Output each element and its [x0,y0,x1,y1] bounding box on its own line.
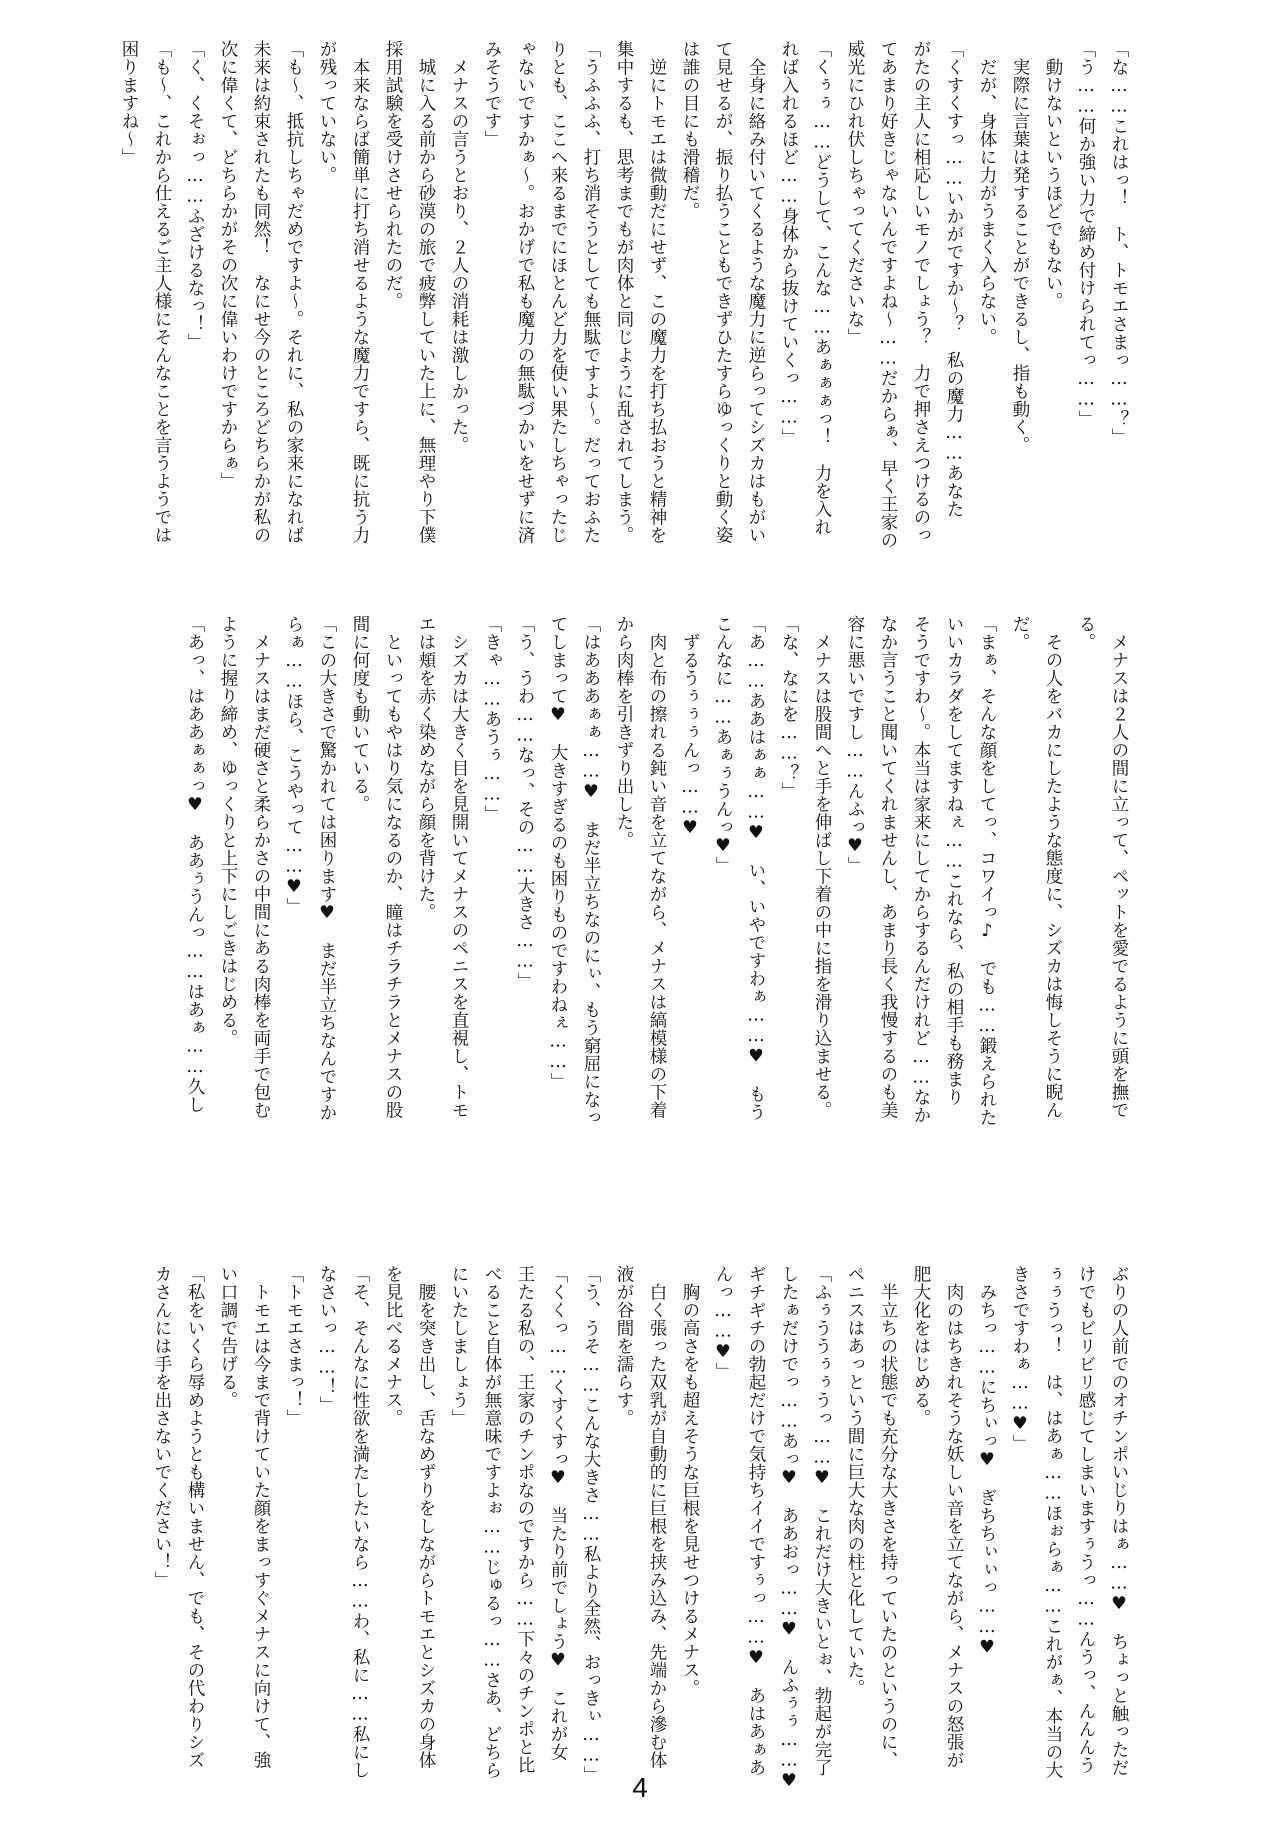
page-number: 4 [632,1772,648,1803]
text-line: カさんには手を出さないでください！」 [152,1265,172,1589]
text-line: 本来ならば簡単に打ち消せるような魔力ですら、既に抗う力 [350,40,370,544]
text-line: 次に偉くて、どちらかがその次に偉いわけですからぁ」 [218,40,238,490]
text-line: ペニスはあっという間に巨大な肉の柱と化していた。 [845,1265,865,1697]
text-line: 全身に絡み付いてくるような魔力に逆らってシズカはもがい [746,40,766,544]
text-line: りとも、ここへ来るまでにほとんど力を使い果たしちゃったじ [548,40,568,544]
text-block-top [119,40,1135,580]
text-line: 実際に言葉は発することができるし、指も動く。 [1010,40,1030,454]
text-line: てあまり好きじゃないんですよね～……だからぁ、早く王家の [878,40,898,549]
text-line: 「う、うそ……こんな大きさ……私より全然、おっきぃ……」 [581,1265,601,1784]
text-line: だ。 [1010,615,1030,651]
text-line: メナスは股間へと手を伸ばし下着の中に指を滑り込ませる。 [812,615,832,1119]
text-line: 「な……これはっ！ ト、トモエさまっ……？」 [1109,40,1129,446]
text-line: ずるうぅぅぅんっ……♥ [680,615,700,839]
text-line: こんなに……あぁぅうんっ♥」 [713,615,733,875]
text-line: てしまって♥ 大きすぎるのも困りものですわねぇ……」 [548,615,568,1091]
text-line: 「まぁ、そんな顔をしてっ、コワイっ♪ でも……鍛えられた [977,615,997,1127]
text-line: 「く、くそぉっ……ふざけるなっ！」 [185,40,205,351]
text-line: なさいっ……！」 [317,1265,337,1414]
text-line: 半立ちの状態でも充分な大きさを持っていたのというのに、 [878,1265,898,1769]
text-line: といってもやはり気になるのか、瞳はチラチラとメナスの股 [383,615,403,1119]
text-line: 採用試験を受けさせられたのだ。 [383,40,403,310]
text-line: 「トモエさまっ！」 [284,1265,304,1427]
text-line: 逆にトモエは微動だにせず、この魔力を打ち払おうと精神を [647,40,667,544]
text-line: を見比べるメナス。 [383,1265,403,1427]
text-line: 王たる私の、王家のチンポなのですから……下々のチンポと比 [515,1265,535,1774]
text-line: 胸の高さをも超えそうな巨根を見せつけるメナス。 [680,1265,700,1697]
text-line: そうですわ～。本当は家来にしてからするんだけれど……なか [911,615,931,1124]
text-line: メナスの言うとおり、２人の消耗は激しかった。 [449,40,469,454]
text-line: いいカラダをしてますねぇ……これなら、私の相手も務まり [944,615,964,1106]
text-line: けでもビリビリ感じてしまいますぅうっ……んうっ、んんんう [1076,1265,1096,1774]
text-line: が残っていない。 [317,40,337,184]
text-line: トモエは今まで背けていた顔をまっすぐメナスに向けて、強 [251,1265,271,1769]
text-line: んっ……♥」 [713,1265,733,1381]
text-line: 肥大化をはじめる。 [911,1265,931,1427]
text-line: 「ふぅううぅぅうっ……♥ これだけ大きいとぉ、勃起が完了 [812,1265,832,1777]
text-line: 動けないというほどでもない。 [1043,40,1063,310]
text-line: て見せるが、振り払うこともできずひたすらゆっくりと動く姿 [713,40,733,544]
text-line: 「この大きさで驚かれては困ります♥ まだ半立ちなんですか [317,615,337,1122]
text-line: 「う……何か強い力で締め付けられてっ……」 [1076,40,1096,428]
text-line: みちっ……にちぃっ♥ ぎちちぃぃっ……♥ [977,1265,997,1658]
text-line: なか言うこと聞いてくれませんし、あまり長く我慢するのも美 [878,615,898,1119]
text-line: 「きゃ……あうぅ……」 [482,615,502,823]
text-line: 「はあああぁぁ……♥ まだ半立ちなのにぃ、もう窮屈になっ [581,615,601,1127]
text-line: ぶりの人前でのオチンポいじりはぁ……♥ ちょっと触っただ [1109,1265,1129,1777]
text-line: 「な、なにを……？」 [779,615,799,800]
text-line: から肉棒を引きずり出した。 [614,615,634,849]
text-line: い口調で告げる。 [218,1265,238,1409]
text-line: 肉のはちきれそうな妖しい音を立てながら、メナスの怒張が [944,1265,964,1769]
text-line: メナスはまだ硬さと柔らかさの中間にある肉棒を両手で包む [251,615,271,1119]
text-line: ギチギチの勃起だけで気持ちイイですぅっ……♥ あはあぁあ [746,1265,766,1777]
text-line: 困りますね～」 [119,40,139,166]
text-line: れば入れるほど……身体から抜けていくっ……」 [779,40,799,446]
text-line: 「う、うわ……なっ、その……大きさ……」 [515,615,535,990]
text-line: 「くくっ……くすくすっ♥ 当たり前でしょう♥ これが女 [548,1265,568,1761]
text-line: メナスは２人の間に立って、ペットを愛でるように頭を撫で [1109,615,1129,1119]
text-line: 「くぅぅ……どうして、こんな……あぁぁぁっ！ 力を入れ [812,40,832,536]
text-line: シズカは大きく目を見開いてメナスのペニスを直視し、トモ [449,615,469,1119]
text-line: きさですわぁ……♥」 [1010,1265,1030,1453]
text-line: らぁ……ほら、こうやって……♥」 [284,615,304,916]
text-line: 「私をいくら辱めようとも構いません、でも、その代わりシズ [185,1265,205,1769]
text-line: 集中するも、思考までもが肉体と同じように乱されてしまう。 [614,40,634,544]
text-line: 未来は約束されたも同然！ なにせ今のところどちらかが私の [251,40,271,544]
text-line: その人をバカにしたような態度に、シズカは悔しそうに睨ん [1043,615,1063,1119]
text-line: 「そ、そんなに性欲を満たしたいなら……わ、私に……私にし [350,1265,370,1779]
text-line: 威光にひれ伏しちゃってくださいな」 [845,40,865,346]
text-line: 白く張った双乳が自動的に巨根を挟み込み、先端から滲む体 [647,1265,667,1769]
text-line: エは頬を赤く染めながら顔を背けた。 [416,615,436,921]
text-line: る。 [1076,615,1096,651]
text-line: ゃないですかぁ～。おかげで私も魔力の無駄づかいをせずに済 [515,40,535,544]
text-line: したぁだけでっ……あっ♥ ああおっ……♥ んふぅぅ……♥ [779,1265,799,1792]
text-block-bottom [120,1265,1135,1805]
text-line: がたの主人に相応しいモノでしょう？ 力で押さえつけるのっ [911,40,931,544]
text-line: 間に何度も動いている。 [350,615,370,813]
text-line: べること自体が無意味ですよぉ……じゅるっ……さあ、どちら [482,1265,502,1779]
text-line: 「あっ、はああぁぁっ♥ ああぅうんっ……はあぁ……久し [185,615,205,1114]
text-line: 容に悪いですし……んふっ♥」 [845,615,865,875]
text-line: 液が谷間を濡らす。 [614,1265,634,1427]
text-line: 「も～、これから仕えるご主人様にそんなことを言うようでは [152,40,172,544]
text-line: 「あ……ああはぁぁ……♥ い、いやですわぁ……♥ もう [746,615,766,1121]
text-line: ように握り締め、ゆっくりと上下にしごきはじめる。 [218,615,238,1047]
text-block-middle [105,615,1135,1245]
text-line: 「くすくすっ……いかがですか～？ 私の魔力……あなた [944,40,964,518]
text-line: 腰を突き出し、舌なめずりをしながらトモエとシズカの身体 [416,1265,436,1769]
text-line: 肉と布の擦れる鈍い音を立てながら、メナスは縞模様の下着 [647,615,667,1119]
text-line: ぅぅうっ！ は、はあぁ……ほぉらぁ……これがぁ、本当の大 [1043,1265,1063,1779]
text-line: 城に入る前から砂漠の旅で疲弊していた上に、無理やり下僕 [416,40,436,544]
text-line: だが、身体に力がうまく入らない。 [977,40,997,346]
text-line: は誰の目にも滑稽だ。 [680,40,700,220]
text-line: みそうです」 [482,40,502,148]
text-line: 「も～、抵抗しちゃだめですよ～。それに、私の家来になれば [284,40,304,544]
text-line: 「うふふふ、打ち消そうとしても無駄ですよ～。だっておふた [581,40,601,544]
text-line: にいたしましょう」 [449,1265,469,1427]
